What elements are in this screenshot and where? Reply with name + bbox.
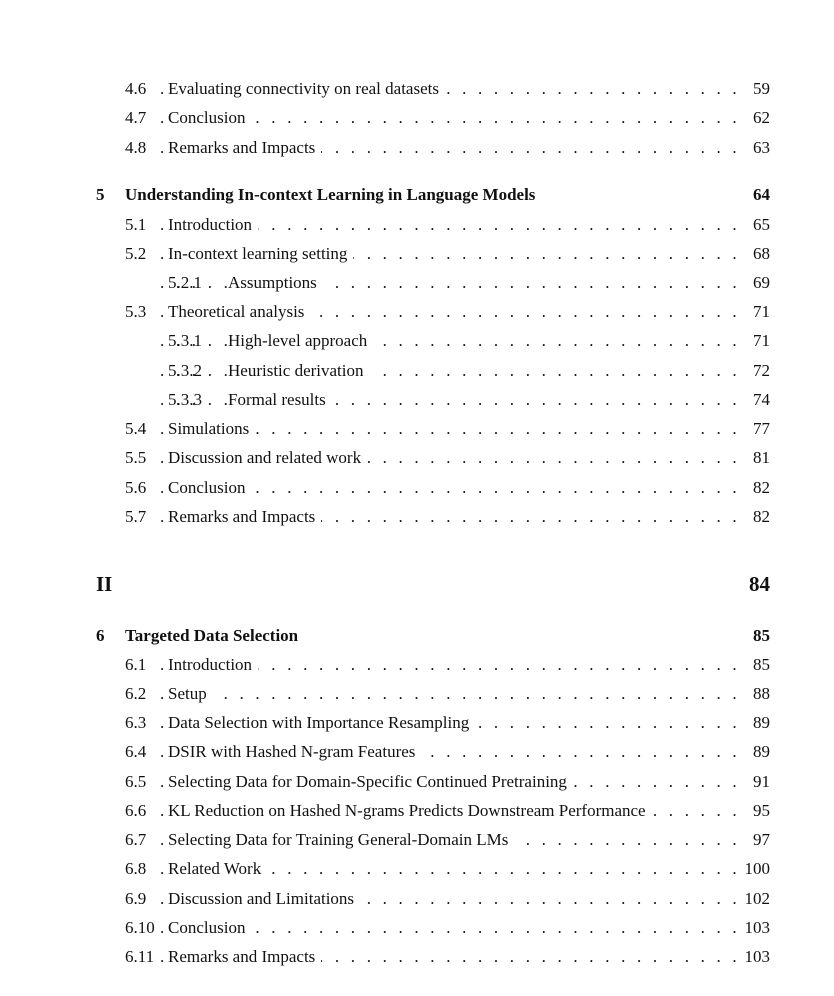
toc-entry-page-number: 84 xyxy=(745,572,770,596)
toc-entry-section[interactable] xyxy=(0,857,834,881)
toc-entry-section[interactable] xyxy=(0,653,834,677)
toc-entry-number: 5.5 xyxy=(125,448,147,467)
toc-entry-section[interactable] xyxy=(0,213,834,237)
toc-entry-section[interactable] xyxy=(0,300,834,324)
toc-entry-number: 5.2 xyxy=(125,244,147,263)
toc-entry-page-number: 71 xyxy=(749,300,770,324)
toc-entry-number: 6.3 xyxy=(125,713,147,732)
toc-entry-number: 6.2 xyxy=(125,684,147,703)
toc-entry-page-number: 88 xyxy=(749,682,770,706)
toc-entry-number: 5 xyxy=(96,185,105,204)
toc-entry-number: 4.8 xyxy=(125,138,147,157)
toc-entry-page-number: 85 xyxy=(749,624,770,648)
toc-entry-title: Assumptions xyxy=(228,271,323,295)
toc-entry-title: Evaluating connectivity on real datasets xyxy=(168,77,445,101)
toc-entry-section[interactable] xyxy=(0,136,834,160)
toc-entry-title: Understanding In-context Learning in Language Models xyxy=(125,183,541,207)
toc-entry-section[interactable] xyxy=(0,242,834,266)
toc-entry-title: Conclusion xyxy=(168,106,251,130)
toc-entry-title: DSIR with Hashed N-gram Features xyxy=(168,740,421,764)
toc-entry-section[interactable] xyxy=(0,770,834,794)
toc-entry-page-number: 100 xyxy=(741,857,771,881)
toc-entry-page-number: 64 xyxy=(749,183,770,207)
toc-entry-title: Conclusion xyxy=(168,476,251,500)
toc-entry-number: 6 xyxy=(96,626,105,645)
toc-entry-page-number: 62 xyxy=(749,106,770,130)
toc-entry-section[interactable] xyxy=(0,828,834,852)
toc-entry-page-number: 97 xyxy=(749,828,770,852)
toc-entry-page-number: 72 xyxy=(749,359,770,383)
toc-entry-number: 6.5 xyxy=(125,772,147,791)
toc-entry-page-number: 89 xyxy=(749,740,770,764)
toc-entry-chapter[interactable] xyxy=(0,624,834,648)
toc-entry-number: 4.6 xyxy=(125,79,147,98)
toc-entry-page-number: 59 xyxy=(749,77,770,101)
toc-entry-subsection[interactable] xyxy=(0,329,834,353)
toc-entry-page-number: 102 xyxy=(741,887,771,911)
toc-entry-page-number: 74 xyxy=(749,388,770,412)
toc-entry-number: 6.10 xyxy=(125,918,155,937)
toc-entry-number: 4.7 xyxy=(125,108,147,127)
toc-entry-section[interactable] xyxy=(0,887,834,911)
toc-entry-page-number: 77 xyxy=(749,417,770,441)
toc-entry-section[interactable] xyxy=(0,505,834,529)
toc-entry-title: Conclusion xyxy=(168,916,251,940)
toc-entry-page-number: 65 xyxy=(749,213,770,237)
toc-entry-number: 5.7 xyxy=(125,507,147,526)
toc-entry-page-number: 103 xyxy=(741,916,771,940)
toc-entry-page-number: 82 xyxy=(749,505,770,529)
toc-entry-part[interactable] xyxy=(0,572,834,596)
dot-leader xyxy=(160,682,768,706)
toc-entry-title: Simulations xyxy=(168,417,255,441)
toc-entry-page-number: 63 xyxy=(749,136,770,160)
toc-entry-number: 6.1 xyxy=(125,655,147,674)
toc-entry-page-number: 81 xyxy=(749,446,770,470)
toc-entry-section[interactable] xyxy=(0,799,834,823)
toc-entry-section[interactable] xyxy=(0,446,834,470)
toc-entry-number: 5.1 xyxy=(125,215,147,234)
toc-entry-section[interactable] xyxy=(0,77,834,101)
toc-entry-section[interactable] xyxy=(0,476,834,500)
toc-entry-title: Remarks and Impacts xyxy=(168,945,321,969)
toc-entry-subsection[interactable] xyxy=(0,388,834,412)
toc-entry-number: 6.6 xyxy=(125,801,147,820)
toc-entry-title: Remarks and Impacts xyxy=(168,505,321,529)
toc-entry-title: Discussion and Limitations xyxy=(168,887,360,911)
toc-entry-title: Related Work xyxy=(168,857,267,881)
toc-entry-number: 5.3.1 xyxy=(168,331,202,350)
toc-entry-title: Formal results xyxy=(228,388,332,412)
toc-entry-page-number: 103 xyxy=(741,945,771,969)
toc-entry-number: 6.4 xyxy=(125,742,147,761)
toc-entry-page-number: 68 xyxy=(749,242,770,266)
toc-entry-title: Heuristic derivation xyxy=(228,359,370,383)
toc-entry-title: Setup xyxy=(168,682,213,706)
toc-entry-page-number: 95 xyxy=(749,799,770,823)
toc-entry-section[interactable] xyxy=(0,916,834,940)
toc-entry-number: II xyxy=(96,572,113,596)
toc-entry-title: High-level approach xyxy=(228,329,373,353)
toc-entry-page-number: 71 xyxy=(749,329,770,353)
toc-entry-number: 5.4 xyxy=(125,419,147,438)
toc-entry-section[interactable] xyxy=(0,711,834,735)
toc-entry-section[interactable] xyxy=(0,740,834,764)
toc-entry-subsection[interactable] xyxy=(0,359,834,383)
toc-entry-number: 5.3.3 xyxy=(168,390,202,409)
toc-entry-chapter[interactable] xyxy=(0,183,834,207)
toc-entry-number: 6.8 xyxy=(125,859,147,878)
toc-entry-section[interactable] xyxy=(0,106,834,130)
toc-entry-number: 5.6 xyxy=(125,478,147,497)
toc-entry-page-number: 89 xyxy=(749,711,770,735)
toc-entry-title: KL Reduction on Hashed N-grams Predicts Downstream Performance xyxy=(168,799,652,823)
toc-entry-title: Targeted Data Selection xyxy=(125,624,304,648)
toc-entry-page-number: 85 xyxy=(749,653,770,677)
toc-entry-title: Remarks and Impacts xyxy=(168,136,321,160)
toc-entry-page-number: 82 xyxy=(749,476,770,500)
toc-entry-section[interactable] xyxy=(0,417,834,441)
toc-entry-number: 6.11 xyxy=(125,947,155,966)
toc-entry-title: Discussion and related work xyxy=(168,446,367,470)
toc-entry-title: Data Selection with Importance Resampling xyxy=(168,711,475,735)
toc-entry-page-number: 91 xyxy=(749,770,770,794)
toc-entry-title: Introduction xyxy=(168,653,258,677)
toc-entry-section[interactable] xyxy=(0,682,834,706)
toc-entry-title: Selecting Data for Domain-Specific Continued Pretraining xyxy=(168,770,573,794)
toc-entry-title: Selecting Data for Training General-Domain LMs xyxy=(168,828,514,852)
toc-entry-title: Introduction xyxy=(168,213,258,237)
toc-entry-section[interactable] xyxy=(0,945,834,969)
toc-entry-title: In-context learning setting xyxy=(168,242,353,266)
toc-entry-title: Theoretical analysis xyxy=(168,300,310,324)
toc-entry-number: 5.3 xyxy=(125,302,147,321)
toc-entry-number: 5.2.1 xyxy=(168,273,202,292)
toc-entry-number: 6.9 xyxy=(125,889,147,908)
toc-entry-number: 5.3.2 xyxy=(168,361,202,380)
toc-entry-subsection[interactable] xyxy=(0,271,834,295)
toc-entry-number: 6.7 xyxy=(125,830,147,849)
toc-entry-page-number: 69 xyxy=(749,271,770,295)
